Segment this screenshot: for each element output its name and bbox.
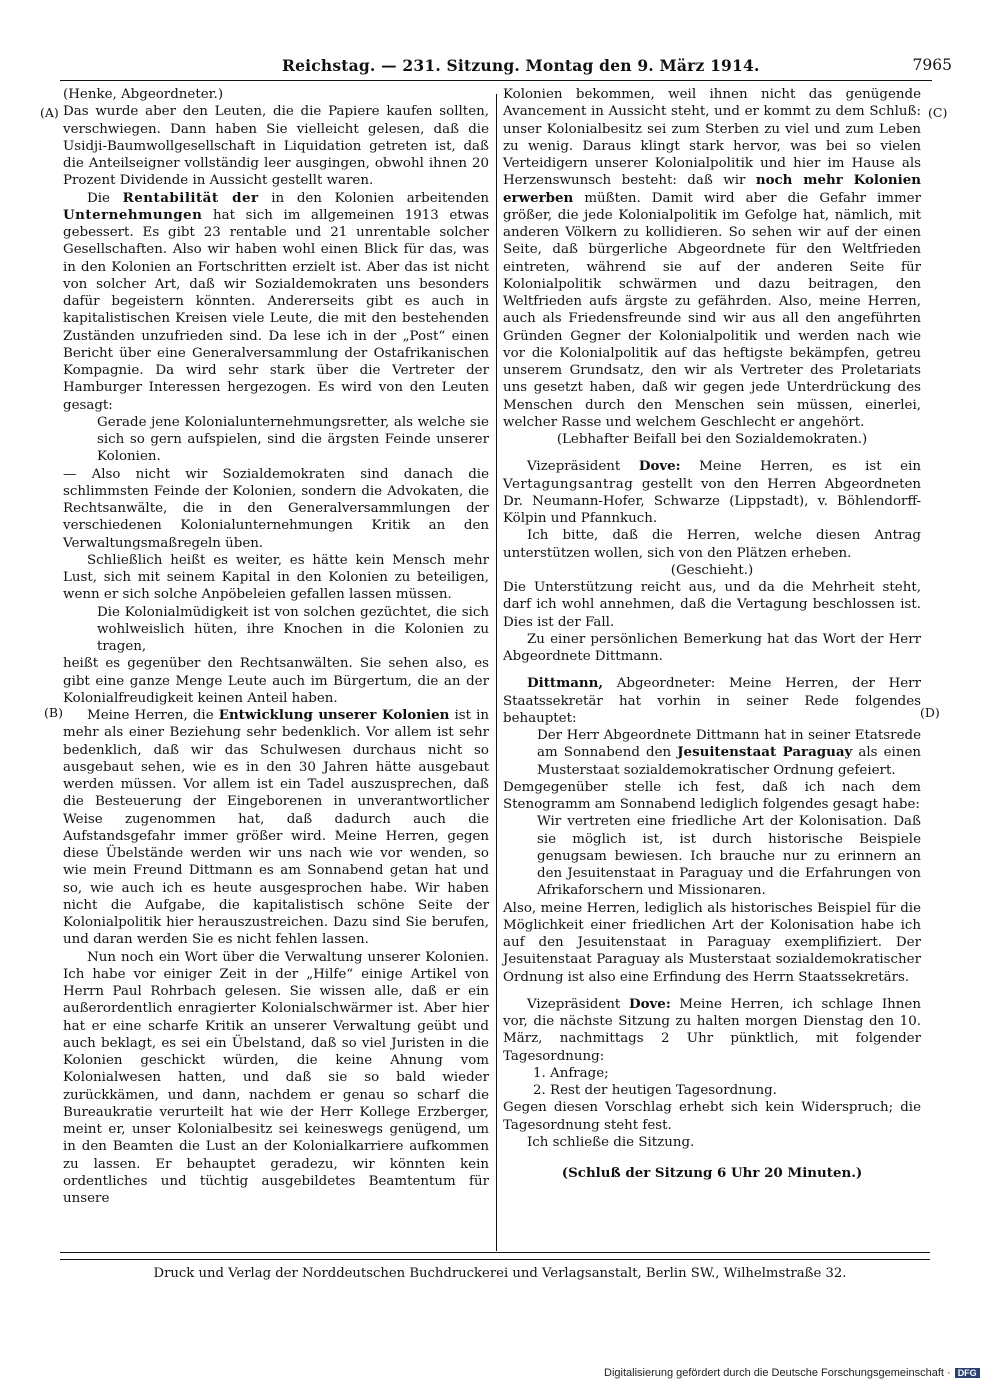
speaker-label: (Henke, Abgeordneter.): [63, 87, 224, 102]
margin-marker-b: (B): [44, 705, 63, 720]
agenda-item: 1. Anfrage;: [533, 1065, 609, 1081]
printer-imprint: Druck und Verlag der Norddeutschen Buchdruckerei und Verlagsanstalt, Berlin SW., Wilhelmstraße 32.: [153, 1266, 847, 1281]
page-number: 7965: [912, 56, 952, 74]
paragraph: heißt es gegenüber den Rechtsanwälten. Sie sehen also, es gibt eine ganze Menge Leute auch im Bürgertum, die an der Kolonialfreudigkeit keinen Anteil haben.: [63, 656, 489, 706]
quotation: Gerade jene Kolonialunternehmungsretter, als welche sie sich so gern aufspielen, sind die ärgsten Feinde unserer Kolonien.: [97, 414, 489, 465]
paragraph: Ich bitte, daß die Herren, welche diesen Antrag unterstützen wollen, sich von den Plätzen erheben.: [503, 528, 921, 561]
paragraph: Also, meine Herren, lediglich als historisches Beispiel für die Möglichkeit einer friedlichen Art der Kolonisation habe ich auf den Jesuitenstaat in Paraguay exemplifiziert. Der Jesuitenstaat Paraguay als Musterstaat sozialdemokratischer Ordnung ist also eine Erfindung des Herrn Staatssekretärs.: [503, 900, 921, 985]
applause-note: (Lebhafter Beifall bei den Sozialdemokraten.): [556, 432, 868, 447]
dfg-credit: [604, 1367, 980, 1379]
vice-president-speech: Vizepräsident Dove: Meine Herren, es ist ein Vertagungsantrag gestellt von den Herren Abgeordneten Dr. Neumann-Hofer, Schwarze (Lippstadt), v. Böhlendorff-Kölpin und Pfannkuch.: [503, 458, 921, 526]
header-rule: [60, 80, 932, 81]
paragraph: Die Unterstützung reicht aus, und da die Mehrheit steht, darf ich wohl annehmen, daß die Vertagung beschlossen ist. Dies ist der Fall.: [503, 580, 921, 630]
paragraph: — Also nicht wir Sozialdemokraten sind danach die schlimmsten Feinde der Kolonien, sondern die Advokaten, die Rechtsanwälte, die in den Generalversammlungen der verschiedenen Kolonialunternehmungen Kritik an den Verwaltungsmaßregeln üben.: [63, 466, 489, 551]
dittmann-speech: Dittmann, Abgeordneter: Meine Herren, der Herr Staatssekretär hat vorhin in seiner Rede folgendes behauptet:: [503, 675, 921, 726]
quotation: Der Herr Abgeordnete Dittmann hat in seiner Etatsrede am Sonnabend den Jesuitenstaat Paraguay als einen Musterstaat sozialdemokratischer Ordnung gefeiert.: [537, 728, 921, 778]
column-divider: [496, 94, 497, 1251]
quotation: Wir vertreten eine friedliche Art der Kolonisation. Daß sie möglich ist, ist durch historische Beispiele genugsam bewiesen. Ich brauche nur zu erinnern an den Jesuitenstaat in Paraguay und die Erfahrungen von Afrikaforschern und Missionaren.: [537, 814, 921, 899]
margin-marker-a: (A): [40, 105, 59, 120]
paragraph: Schließlich heißt es weiter, es hätte kein Mensch mehr Lust, sich mit seinem Kapital in den Kolonien zu beteiligen, wenn er sich solche Anpöbeleien gefallen lassen müssen.: [63, 552, 489, 603]
paragraph: Gegen diesen Vorschlag erhebt sich kein Widerspruch; die Tagesordnung steht fest.: [503, 1100, 921, 1133]
paragraph: Die Rentabilität der in den Kolonien arbeitenden Unternehmungen hat sich im allgemeinen 1913 etwas gebessert. Es gibt 23 rentable und 21 unrentable solcher Gesellschaften. Also wir haben wohl einen Blick für das, was in den Kolonien an Fortschritten erzielt ist. Aber das ist nicht von solcher Art, daß wir Sozialdemokraten uns besonders dafür begeistern könnten. Andererseits gibt es auch in kapitalistischen Kreisen viele Leute, die mit den bestehenden Zuständen unzufrieden sind. Da lese ich in der „Post“ einen Bericht über eine Generalversammlung der Ostafrikanischen Kompagnie. Da wird sehr stark über die Vertreter der Hamburger Interessen hergezogen. Es wird von den Leuten gesagt:: [63, 189, 490, 413]
paragraph: Demgegenüber stelle ich fest, daß ich nach dem Stenogramm am Sonnabend lediglich folgendes gesagt habe:: [503, 779, 921, 812]
paragraph: Meine Herren, die Entwicklung unserer Kolonien ist in mehr als einer Beziehung sehr bedenklich. Vor allem ist sehr bedenklich, daß wir das Schulwesen durchaus nicht so ausgebaut sehen, wie es in den 30 Jahren hätte ausgebaut werden müssen. Vor allem ist ein Tadel auszusprechen, daß die Besteuerung der Eingeborenen in unverantwortlicher Weise zugenommen hat, daß dadurch auch die Aufstandsgefahr immer größer wird. Meine Herren, gegen diese Übelstände werden wir uns nach wie vor wenden, so wie mein Freund Dittmann es am Sonnabend getan hat und so, wie auch ich es heute ausgesprochen habe. Wir haben nicht die Aufgabe, die kapitalistisch schöne Seite der Kolonialpolitik hier herauszustreichen. Dazu sind Sie berufen, und daran werden Sie es nicht fehlen lassen.: [63, 707, 489, 948]
paragraph: Zu einer persönlichen Bemerkung hat das Wort der Herr Abgeordnete Dittmann.: [503, 631, 921, 664]
paragraph: Ich schließe die Sitzung.: [527, 1134, 695, 1150]
stage-note: (Geschieht.): [670, 562, 754, 578]
paragraph: Nun noch ein Wort über die Verwaltung unserer Kolonien. Ich habe vor einiger Zeit in der „Hilfe“ einige Artikel von Herrn Paul Rohrbach gelesen. Sie wissen alle, daß er ein außerordentlich enragierter Kolonialschwärmer ist. Aber hier hat er eine scharfe Kritik an unserer Verwaltung geübt und auch beklagt, es sei ein Übelstand, daß so viel Juristen in die Kolonien geschickt würden, die keine Ahnung vom Kolonialwesen hatten, und daß sie so bald wieder zurückkämen, und dann, nachdem er genau so scharf die Bureaukratie verurteilt hat wie der Herr Kollege Erzberger, meint er, unser Kolonialbesitz sei keineswegs genügend, um in den Beamten die Lust an der Kolonialkarriere aufkommen zu lassen. Er behauptet geradezu, wir könnten kein ordentliches und tüchtig ausgebildetes Beamtentum für unsere: [63, 949, 489, 1206]
margin-marker-c: (C): [928, 105, 948, 120]
agenda-item: 2. Rest der heutigen Tagesordnung.: [533, 1083, 777, 1098]
paragraph: Kolonien bekommen, weil ihnen nicht das genügende Avancement in Aussicht steht, und er kommt zu dem Schluß: unser Kolonialbesitz sei zum Sterben zu viel und zum Leben zu wenig. Daraus klingt stark hervor, was bei so vielen Verteidigern unserer Kolonialpolitik und hier im Hause als Herzenswunsch besteht: daß wir noch mehr Kolonien erwerben müßten. Damit wird aber die Gefahr immer größer, die jede Kolonialpolitik im Gefolge hat, nämlich, mit anderen Völkern zu kollidieren. So sehen wir auf der einen Seite, daß bürgerliche Abgeordnete für den Weltfrieden eintreten, während sie auf der anderen Seite für Kolonialpolitik schwärmen und dazu beitragen, den Weltfrieden aufs ärgste zu gefährden. Also, meine Herren, auch als Friedensfreunde sind wir aus all den angeführten Gründen Gegner der Kolonialpolitik und werden nach wie vor die Kolonialpolitik auf das heftigste bekämpfen, getreu unserem Grundsatz, den wir als Vertreter des Proletariats uns gesetzt haben, daß wir gegen jede Unterdrückung des Menschen durch den Menschen sein müssen, einerlei, welcher Rasse und welchem Geschlecht er angehört.: [503, 87, 921, 430]
footer-rule: [60, 1252, 930, 1253]
dfg-logo-icon: DFG: [955, 1368, 980, 1378]
margin-marker-d: (D): [920, 705, 940, 720]
header-title: Reichstag. — 231. Sitzung. Montag den 9. März 1914.: [282, 56, 760, 75]
left-column: [63, 86, 489, 1207]
vice-president-speech: Vizepräsident Dove: Meine Herren, ich schlage Ihnen vor, die nächste Sitzung zu halten morgen Dienstag den 10. März, nachmittags 2 Uhr pünktlich, mit folgender Tagesordnung:: [503, 995, 921, 1064]
right-column: [503, 86, 921, 1182]
page-header: [60, 56, 952, 80]
footer-rule: [60, 1259, 930, 1260]
closing-note: (Schluß der Sitzung 6 Uhr 20 Minuten.): [561, 1165, 863, 1181]
paragraph: Das wurde aber den Leuten, die die Papiere kaufen sollten, verschwiegen. Dann haben Sie vielleicht gelesen, daß die Usidji-Baumwollgesellschaft in Liquidation getreten ist, daß die Anteilseigner vollständig leer ausgingen, obwohl ihnen 20 Prozent Dividende in Aussicht gestellt waren.: [63, 104, 489, 189]
dfg-credit-text: Digitalisierung gefördert durch die Deutsche Forschungsgemeinschaft ·: [604, 1367, 951, 1379]
quotation: Die Kolonialmüdigkeit ist von solchen gezüchtet, die sich wohlweislich hüten, ihre Knochen in die Kolonien zu tragen,: [97, 604, 489, 654]
